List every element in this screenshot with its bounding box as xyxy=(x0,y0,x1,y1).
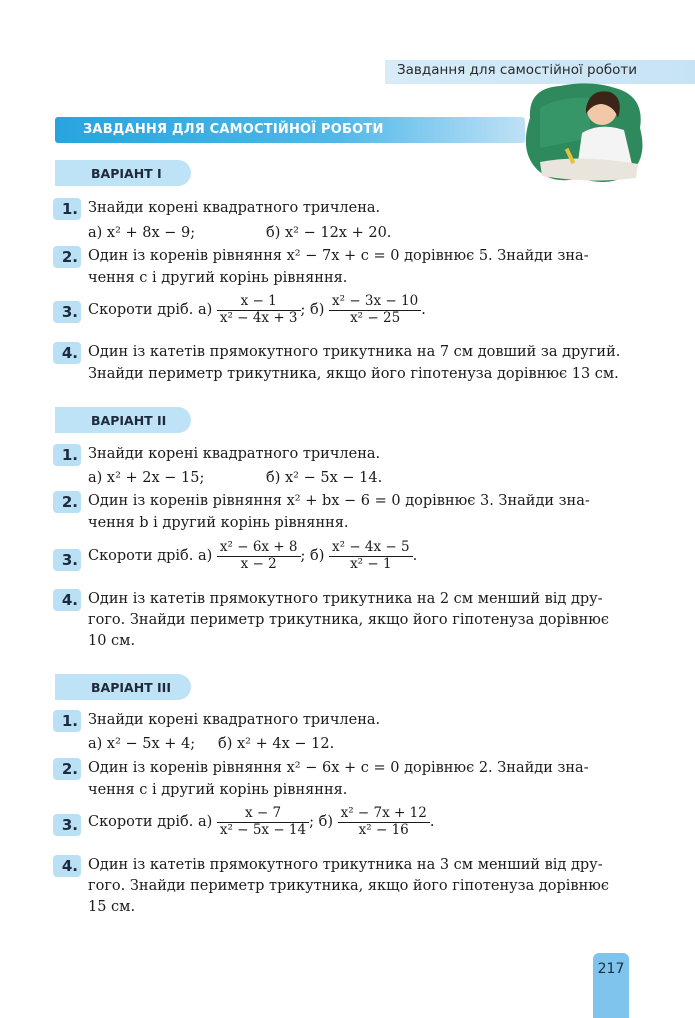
running-header: Завдання для самостійної роботи xyxy=(397,62,638,78)
task-option-b: б) x² − 5x − 14. xyxy=(266,470,383,486)
variant-3-badge xyxy=(55,674,191,700)
task-fraction-line xyxy=(88,294,426,326)
variant-2-label: ВАРІАНТ II xyxy=(91,413,167,428)
fraction-numerator: x − 1 xyxy=(217,294,301,311)
fraction-numerator: x² − 3x − 10 xyxy=(329,294,421,311)
section-title-banner xyxy=(55,117,525,143)
task-text: чення c і другий корінь рівняння. xyxy=(88,782,348,798)
task-text: Один із коренів рівняння x² + bx − 6 = 0 дорівнює 3. Знайди зна- xyxy=(88,493,590,509)
fraction-denominator: x² − 4x + 3 xyxy=(219,309,298,326)
task-prefix: Скороти дріб. а) xyxy=(88,548,213,565)
task-option-b: б) x² + 4x − 12. xyxy=(218,736,335,752)
fraction-b xyxy=(338,806,430,838)
task-text: чення b і другий корінь рівняння. xyxy=(88,515,349,531)
fraction-denominator: x² − 5x − 14 xyxy=(219,821,307,838)
task-text: Знайди периметр трикутника, якщо його гіпотенуза дорівнює 13 см. xyxy=(88,366,619,382)
fraction-denominator: x² − 16 xyxy=(358,821,409,838)
fraction-a xyxy=(217,540,301,572)
task-number: 3. xyxy=(53,814,81,836)
task-text: Знайди корені квадратного тричлена. xyxy=(88,712,381,728)
task-text: Знайди корені квадратного тричлена. xyxy=(88,446,381,462)
task-text: Знайди корені квадратного тричлена. xyxy=(88,200,381,216)
task-fraction-line xyxy=(88,540,417,572)
task-number: 4. xyxy=(53,855,81,877)
task-prefix: Скороти дріб. а) xyxy=(88,814,213,831)
task-text: Один із катетів прямокутного трикутника на 2 см менший від дру- xyxy=(88,591,603,607)
task-number: 1. xyxy=(53,710,81,732)
fraction-end: . xyxy=(429,814,435,831)
task-number: 1. xyxy=(53,198,81,220)
fraction-numerator: x² − 4x − 5 xyxy=(329,540,413,557)
task-option-a: а) x² − 5x + 4; xyxy=(88,736,196,752)
task-number: 4. xyxy=(53,589,81,611)
task-text: Один із коренів рівняння x² − 7x + c = 0 дорівнює 5. Знайди зна- xyxy=(88,248,589,264)
fraction-b xyxy=(329,540,413,572)
fraction-denominator: x − 2 xyxy=(240,555,277,572)
fraction-separator: ; б) xyxy=(309,814,333,831)
fraction-separator: ; б) xyxy=(300,302,325,319)
variant-2-badge xyxy=(55,407,191,433)
task-text: Один із катетів прямокутного трикутника на 7 см довший за другий. xyxy=(88,344,621,360)
variant-3-label: ВАРІАНТ III xyxy=(91,680,171,695)
task-number: 4. xyxy=(53,342,81,364)
task-fraction-line xyxy=(88,806,434,838)
task-number: 1. xyxy=(53,444,81,466)
fraction-numerator: x² − 6x + 8 xyxy=(217,540,301,557)
fraction-denominator: x² − 1 xyxy=(350,555,392,572)
fraction-end: . xyxy=(421,302,426,319)
fraction-denominator: x² − 25 xyxy=(350,309,401,326)
fraction-numerator: x² − 7x + 12 xyxy=(338,806,430,823)
task-number: 3. xyxy=(53,549,81,571)
fraction-a xyxy=(217,294,301,326)
task-text: гого. Знайди периметр трикутника, якщо його гіпотенуза дорівнює xyxy=(88,612,609,628)
section-title: ЗАВДАННЯ ДЛЯ САМОСТІЙНОЇ РОБОТИ xyxy=(83,122,384,137)
task-text: Один із катетів прямокутного трикутника на 3 см менший від дру- xyxy=(88,857,603,873)
task-number: 2. xyxy=(53,491,81,513)
fraction-b xyxy=(329,294,421,326)
page-number: 217 xyxy=(597,961,625,977)
task-text: 15 см. xyxy=(88,899,136,915)
task-number: 2. xyxy=(53,758,81,780)
task-number: 2. xyxy=(53,246,81,268)
page-number-tab xyxy=(593,953,629,1018)
fraction-numerator: x − 7 xyxy=(217,806,309,823)
task-text: гого. Знайди периметр трикутника, якщо його гіпотенуза дорівнює xyxy=(88,878,609,894)
fraction-end: . xyxy=(412,548,418,565)
task-text: Один із коренів рівняння x² − 6x + c = 0 дорівнює 2. Знайди зна- xyxy=(88,760,589,776)
task-text: чення c і другий корінь рівняння. xyxy=(88,270,348,286)
task-option-b: б) x² − 12x + 20. xyxy=(266,225,392,241)
task-option-a: а) x² + 8x − 9; xyxy=(88,225,196,241)
variant-1-badge xyxy=(55,160,191,186)
fraction-a xyxy=(217,806,309,838)
task-number: 3. xyxy=(53,301,81,323)
task-text: 10 см. xyxy=(88,633,136,649)
fraction-separator: ; б) xyxy=(300,548,325,565)
variant-1-label: ВАРІАНТ I xyxy=(91,166,162,181)
task-prefix: Скороти дріб. а) xyxy=(88,302,213,319)
student-photo xyxy=(520,78,648,186)
task-option-a: а) x² + 2x − 15; xyxy=(88,470,205,486)
